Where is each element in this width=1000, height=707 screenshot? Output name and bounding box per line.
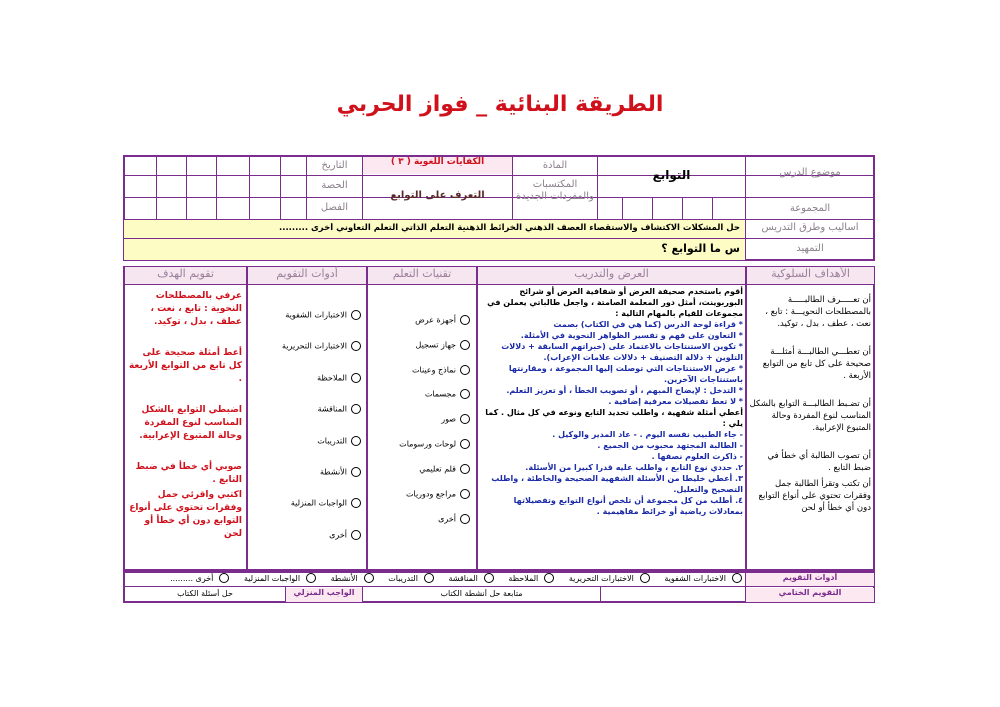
- evaluation-item: أعط أمثلة صحيحة على كل تابع من التوابع الأربعة .: [128, 348, 242, 384]
- presentation-task: ٢. حددي نوع التابع ، واطلب عليه قدرا كبيرا من الأسئلة.: [525, 463, 743, 472]
- footer-tool-option[interactable]: أخرى .........: [164, 574, 229, 583]
- presentation-exercise: أعطي أمثلة شفهية ، واطلب تحديد التابع ونوعه في كل مثال . كما يلي :: [485, 408, 743, 428]
- presentation-task: ٤. أطلب من كل مجموعة أن تلخص أنواع التوابع وتفصيلاتها بمعادلات رياضية أو خرائط مفاهيمية .: [513, 496, 743, 516]
- footer-tools-label: أدوات التقويم: [746, 573, 874, 586]
- final-eval-value: متابعة حل أنشطة الكتاب: [440, 589, 523, 598]
- footer-tool-option[interactable]: الواجبات المنزلية: [238, 574, 316, 583]
- techniques-header: تقنيات التعلم: [368, 267, 476, 284]
- intro-question: س ما التوابع ؟: [661, 242, 740, 255]
- acquired-label: المكتسبات والمفردات الجديدة: [516, 179, 594, 202]
- tool-option[interactable]: الأنشطة: [256, 467, 361, 477]
- class-label: الفصل: [320, 202, 349, 213]
- subject-label: المادة: [542, 160, 568, 171]
- technique-option[interactable]: أجهزة عرض: [380, 315, 470, 325]
- final-eval-label: التقويم الختامي: [746, 588, 874, 602]
- technique-option[interactable]: مراجع ودوريات: [380, 489, 470, 499]
- objectives-list: [749, 286, 871, 514]
- presentation-step: * قراءة لوحة الدرس (كما هي في الكتاب) بصمت: [553, 320, 743, 329]
- tool-option[interactable]: أخرى: [256, 530, 361, 540]
- footer-tool-option[interactable]: المناقشة: [442, 574, 493, 583]
- tool-option[interactable]: الاختبارات الشفوية: [256, 310, 361, 320]
- evaluation-item: صوبي أي خطأ في ضبط التابع .: [135, 462, 242, 485]
- footer-tools-options: [160, 573, 742, 583]
- presentation-step: * لا تعط تفصيلات معرفية إضافية .: [608, 397, 743, 406]
- technique-option[interactable]: مجسمات: [380, 389, 470, 399]
- methods-label: أساليب وطرق التدريس: [761, 222, 859, 233]
- presentation-step: * عرض الاستنتاجات التي توصلت إليها المجموعة ، ومقارنتها باستنتاجات الآخرين.: [508, 364, 743, 384]
- objective-item: أن تضـبط الطالبـــة التوابع بالشكل المناسب لنوع المفردة وحالة المتبوع الإعرابية.: [749, 399, 871, 433]
- technique-option[interactable]: نماذج وعينات: [380, 365, 470, 375]
- evaluation-item: عرفي بالمصطلحات النحوية : تابع ، نعت ، عطف ، بدل ، توكيد.: [150, 291, 242, 327]
- tools-header: أدوات التقويم: [248, 267, 366, 284]
- technique-option[interactable]: لوحات ورسومات: [380, 439, 470, 449]
- presentation-example: - جاء الطبيب نفسه اليوم . - عاد المدير والوكيل .: [552, 430, 743, 439]
- objective-item: أن تكتب وتقرأ الطالبة جمل وفقرات تحتوي على أنواع التوابع دون أي خطأ أو لحن: [758, 479, 871, 513]
- presentation-step: * التعاون على فهم و تفسير الظواهر النحوية في الأمثلة.: [520, 331, 743, 340]
- homework-value: حل أسئلة الكتاب: [177, 589, 233, 598]
- period-label: الحصة: [321, 180, 348, 191]
- tool-option[interactable]: الاختبارات التحريرية: [256, 341, 361, 351]
- evaluation-item: اكتبي واقرئي جمل وفقرات تحتوي على أنواع التوابع دون أي خطأ أو لحن: [129, 490, 242, 539]
- group-label: المجموعة: [789, 203, 831, 214]
- lesson-topic-label: موضوع الدرس: [779, 167, 841, 178]
- tool-option[interactable]: المناقشة: [256, 404, 361, 414]
- footer-tool-option[interactable]: الاختبارات التحريرية: [563, 574, 650, 583]
- presentation-example: - الطالبة المجتهد محبوب من الجميع .: [597, 441, 743, 450]
- presentation-step: * تكوين الاستنتاجات بالاعتماد على (خبراتهم السابقة + دلالات التلوين + دلالة التصنيف + دلالات علامات الإعراب).: [501, 342, 743, 362]
- tool-option[interactable]: الملاحظة: [256, 373, 361, 383]
- objective-item: أن تعـــــرف الطالبـــــة بالمصطلحات النحويـــة : تابع ، نعت ، عطف ، بدل ، توكيد.: [765, 295, 871, 329]
- intro-label: التمهيد: [796, 243, 824, 254]
- objectives-header: الأهداف السلوكية: [747, 267, 874, 284]
- footer-tool-option[interactable]: الملاحظة: [502, 574, 554, 583]
- evaluation-list: [128, 286, 242, 541]
- homework-label: الواجب المنزلي: [286, 588, 362, 602]
- page-title: الطريقة البنائية _ فواز الحربي: [336, 92, 664, 117]
- technique-option[interactable]: قلم تعليمي: [380, 464, 470, 474]
- objective-item: أن تصوب الطالبة أي خطأ في ضبط التابع .: [767, 451, 871, 473]
- presentation-step: * التدخل : لإيضاح المبهم ، أو تصويب الخطأ ، أو تعزيز التعلم.: [506, 386, 743, 395]
- objective-item: أن تعطـــي الطالبـــة أمثلـــة صحيحة على كل تابع من التوابع الأربعة .: [762, 347, 871, 381]
- acquired-value: التعرف على التوابع: [390, 190, 485, 201]
- presentation-example: - ذاكرت العلوم نصفها .: [651, 452, 743, 461]
- footer-tool-option[interactable]: التدريبات: [382, 574, 434, 583]
- presentation-task: ٣. أعطي خليطا من الأسئلة الشفهية الصحيحة والخاطئة ، واطلب التصحيح والتعليل.: [491, 474, 743, 494]
- footer-tool-option[interactable]: الاختبارات الشفوية: [658, 574, 742, 583]
- tool-option[interactable]: الواجبات المنزلية: [256, 498, 361, 508]
- date-label: التاريخ: [321, 160, 348, 171]
- technique-option[interactable]: أخرى: [380, 514, 470, 524]
- footer-tool-option[interactable]: الأنشطة: [325, 574, 374, 583]
- presentation-text: [480, 286, 743, 517]
- evaluation-header: تقويم الهدف: [125, 267, 246, 284]
- technique-option[interactable]: صور: [380, 414, 470, 424]
- lesson-topic-value: التوابع: [652, 168, 691, 182]
- evaluation-item: اضبطي التوابع بالشكل المناسب لنوع المفردة وحالة المتبوع الإعرابية.: [139, 405, 242, 441]
- technique-option[interactable]: جهاز تسجيل: [380, 340, 470, 350]
- presentation-intro: أقوم باستخدم صحيفة العرض أو شفافية العرض أو شرائح البوربوينت، أمثل دور المعلمة الصامتة ، واجعل طالباتي يعملن في مجموعات للقيام بالمهام التالية :: [487, 287, 743, 318]
- tool-option[interactable]: التدريبات: [256, 436, 361, 446]
- presentation-header: العرض والتدريب: [478, 267, 745, 284]
- competencies-label: الكفايات اللغوية ( ٣ ): [363, 157, 512, 174]
- methods-list: حل المشكلات الاكتشاف والاستقصاء العصف الذهني الخرائط الذهنية التعلم الذاتي التعلم التعاوني أخرى .........: [279, 223, 740, 233]
